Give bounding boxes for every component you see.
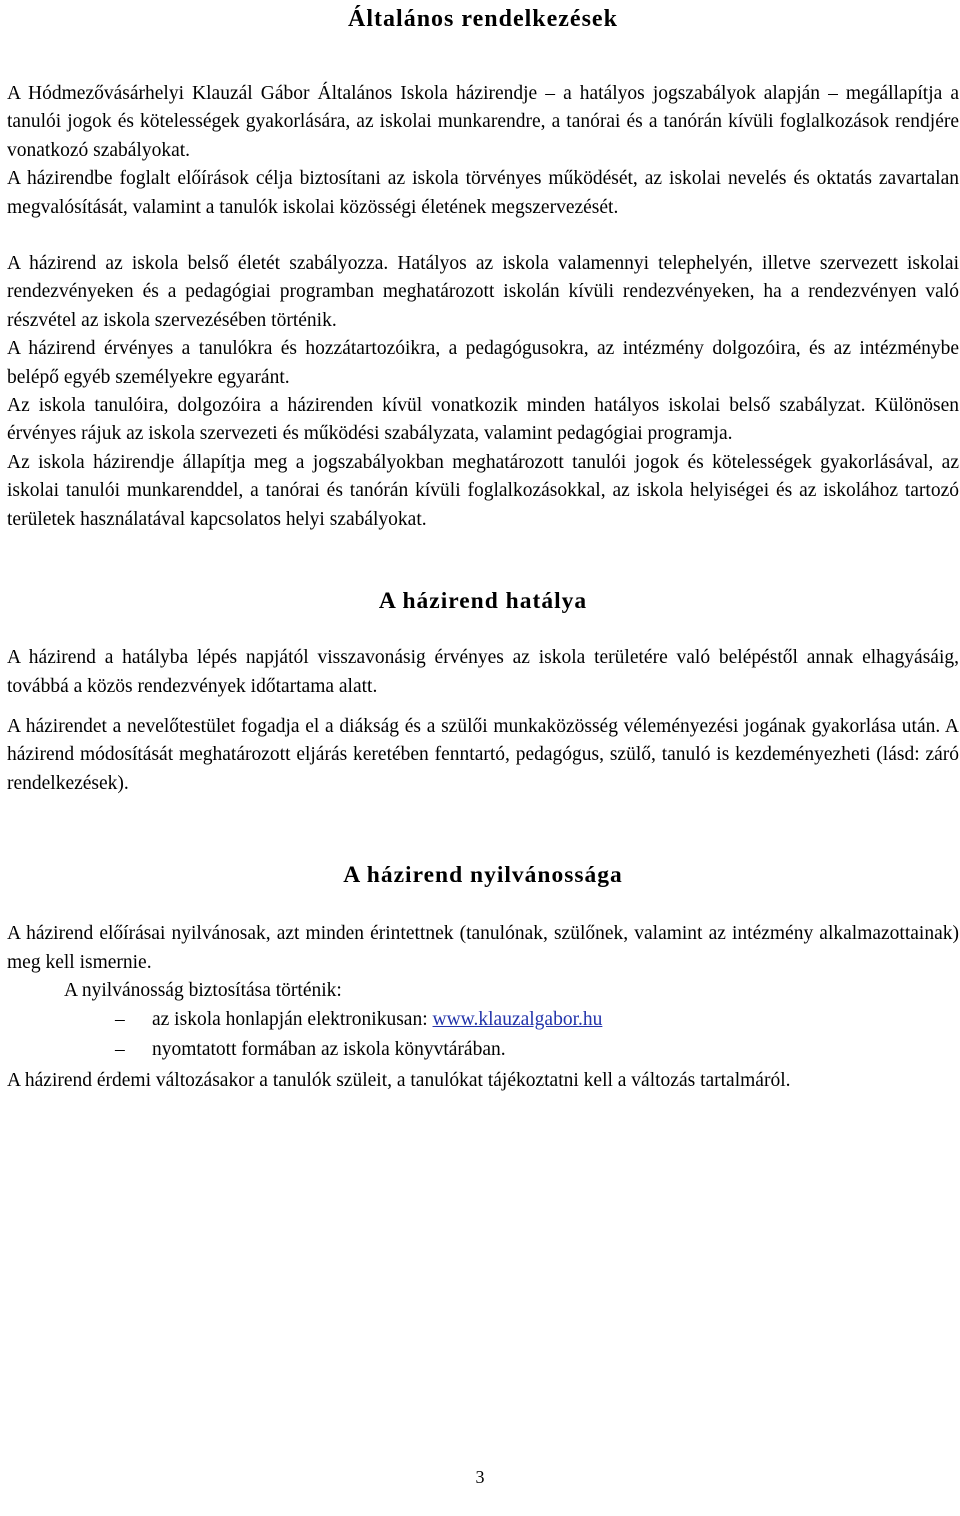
publicity-lead: A nyilvánosság biztosítása történik: <box>64 979 342 1001</box>
general-paragraph-1: A Hódmezővásárhelyi Klauzál Gábor Általános Iskola házirendje – a hatályos jogszabályok alapján – megállapítja a tanulói jogok és kötelességek gyakorlására, az iskolai munkarendre, a tanórai és a tanórán kívüli foglalkozások rendjére vonatkozó szabályokat. <box>7 83 959 161</box>
general-intro-block <box>7 80 959 222</box>
publicity-paragraph-1: A házirend előírásai nyilvánosak, azt minden érintettnek (tanulónak, szülőnek, valamint az intézmény alkalmazottainak) meg kell ismernie. <box>7 923 959 973</box>
general-paragraph-4: Az iskola tanulóira, dolgozóira a házirenden kívül vonatkozik minden hatályos iskolai belső szabályzat. Különösen érvényes rájuk az iskola szervezeti és működési szabályzata, valamint pedagógiai programja. <box>7 395 959 445</box>
list-item-text: nyomtatott formában az iskola könyvtárában. <box>152 1038 506 1060</box>
dash-bullet: – <box>115 1009 125 1031</box>
school-website-link[interactable]: www.klauzalgabor.hu <box>432 1009 603 1031</box>
dash-bullet: – <box>115 1038 125 1060</box>
scope-paragraph-1: A házirend a hatályba lépés napjától visszavonásig érvényes az iskola területére való belépéstől annak elhagyásáig, továbbá a közös rendezvények időtartama alatt. <box>7 647 959 697</box>
list-item <box>7 1005 959 1035</box>
heading-altalanos-rendelkezesek: Általános rendelkezések <box>348 6 618 32</box>
list-item <box>7 1035 959 1065</box>
general-paragraph-3: A házirend érvényes a tanulókra és hozzátartozóikra, a pedagógusokra, az intézmény dolgozóira, és az intézménybe belépő egyéb személyekre egyaránt. <box>7 338 959 388</box>
general-paragraph-2: A házirend az iskola belső életét szabályozza. Hatályos az iskola valamennyi telephelyén, illetve szervezett iskolai rendezvényeken és a pedagógiai programban meghatározott iskolán kívüli rendezvényeken, ha a rendezvényen való részvétel az iskola szervezésében történik. <box>7 253 959 331</box>
publicity-list <box>7 1005 959 1064</box>
general-rules-block <box>7 250 959 534</box>
page-number: 3 <box>475 1467 485 1487</box>
general-paragraph-5: Az iskola házirendje állapítja meg a jogszabályokban meghatározott tanulói jogok és kötelességek gyakorlásával, az iskolai tanulói munkarenddel, a tanórai és tanórán kívüli foglalkozásokkal, az iskola helyiségei és az iskolához tartozó területek használatával kapcsolatos helyi szabályokat. <box>7 451 959 530</box>
heading-hazirend-nyilvanossaga: A házirend nyilvánossága <box>343 862 623 889</box>
general-paragraph-1b: A házirendbe foglalt előírások célja biztosítani az iskola törvényes működését, az iskolai nevelés és oktatás zavartalan megvalósítását, valamint a tanulók iskolai közösségi életének megszervezését. <box>7 168 959 218</box>
heading-hazirend-hatalya: A házirend hatálya <box>378 588 588 615</box>
scope-paragraph-2: A házirendet a nevelőtestület fogadja el a diákság és a szülői munkaközösség véleményezési jogának gyakorlása után. A házirend módosítását meghatározott eljárás keretében fenntartó, pedagógus, szülő, tanuló is kezdeményezheti (lásd: záró rendelkezések). <box>7 715 959 794</box>
page-content <box>7 0 959 1096</box>
publicity-paragraph-3: A házirend érdemi változásakor a tanulók szüleit, a tanulókat tájékoztatni kell a változás tartalmáról. <box>7 1070 791 1092</box>
list-item-text: az iskola honlapján elektronikusan: <box>152 1009 433 1031</box>
